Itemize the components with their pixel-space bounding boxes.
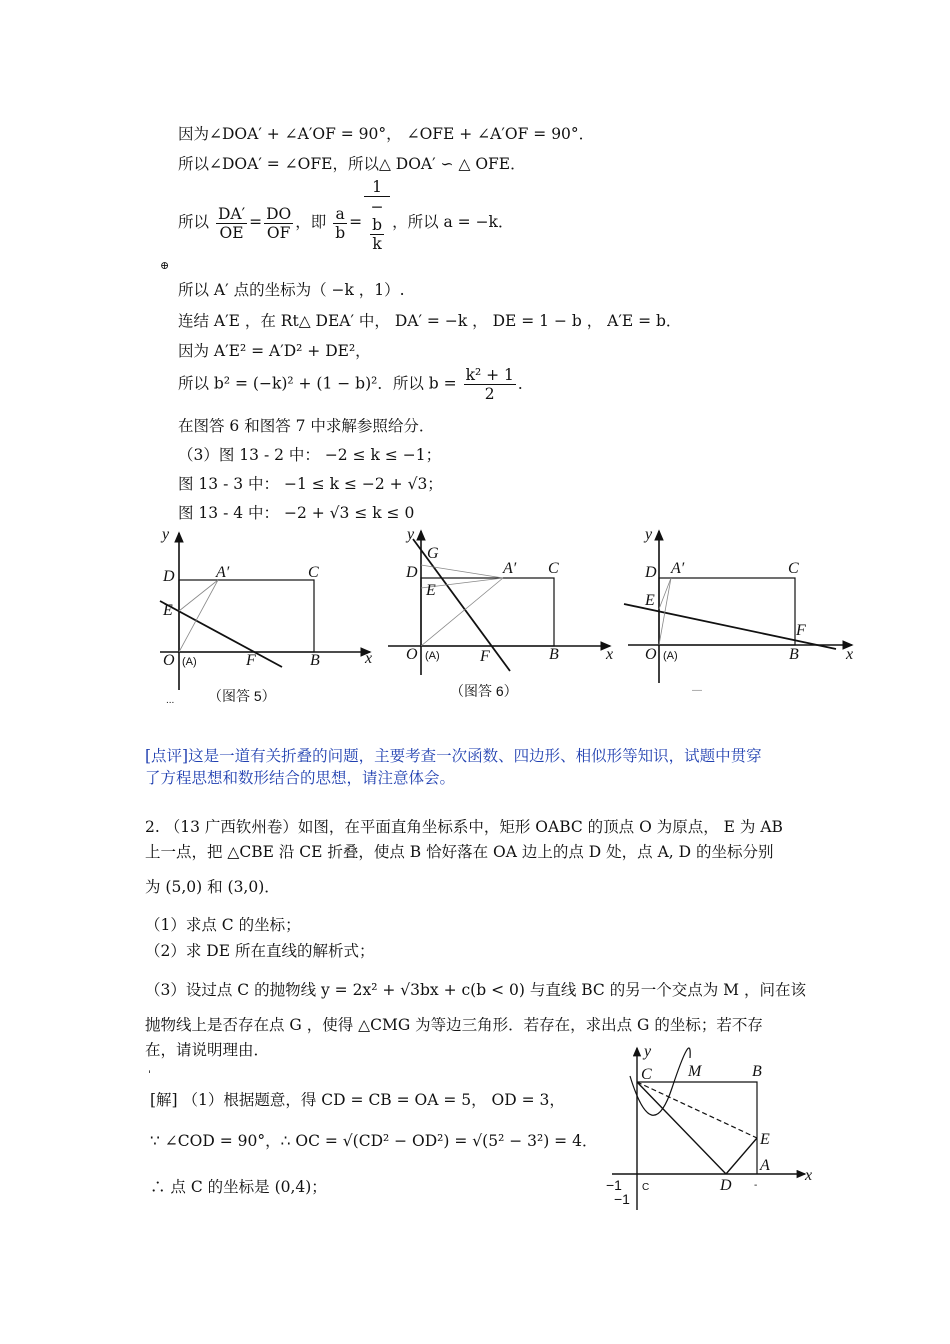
label-E: E bbox=[645, 592, 655, 609]
fraction bbox=[333, 205, 347, 242]
label-C2: C bbox=[642, 1182, 650, 1193]
label-B: B bbox=[789, 646, 799, 663]
dash: — bbox=[692, 685, 702, 696]
tick: ˈ bbox=[148, 1069, 152, 1082]
solution-line: 因为 A′E² = A′D² + DE²， bbox=[178, 342, 371, 360]
question-line: （3）设过点 C 的抛物线 y = 2x² + √3bx + c(b < 0) 与直线 BC 的另一个交点为 M ，问在该 bbox=[145, 981, 806, 999]
label-A: (A) bbox=[182, 656, 197, 668]
solution-line: （3）图 13 - 2 中： −2 ≤ k ≤ −1； bbox=[178, 446, 442, 464]
label-F: F bbox=[246, 652, 256, 669]
fraction bbox=[368, 216, 386, 253]
denominator bbox=[364, 197, 390, 253]
label-O: O bbox=[163, 652, 175, 669]
numerator: 1 bbox=[364, 178, 390, 197]
question-line: 在，请说明理由． bbox=[145, 1041, 270, 1059]
label-C: C bbox=[641, 1066, 652, 1083]
label-C: C bbox=[548, 560, 559, 577]
segment bbox=[179, 580, 218, 611]
solution-line: 所以∠DOA′ = ∠OFE，所以△ DOA′ ∽ △ OFE． bbox=[178, 155, 526, 173]
label-E: E bbox=[163, 602, 173, 619]
solution-line: 图 13 - 4 中： −2 + √3 ≤ k ≤ 0 bbox=[178, 504, 415, 522]
fraction bbox=[464, 366, 516, 403]
numerator: b bbox=[372, 216, 383, 234]
label-D: D bbox=[720, 1177, 732, 1194]
problem-line: 为 (5,0) 和 (3,0)． bbox=[145, 878, 280, 896]
rectangle bbox=[421, 578, 554, 646]
comment-line: [点评]这是一道有关折叠的问题，主要考查一次函数、四边形、相似形等知识，试题中贯穿 bbox=[145, 747, 762, 765]
solution-line: [解] （1）根据题意，得 CD = CB = OA = 5， OD = 3， bbox=[150, 1091, 565, 1109]
figure-7 bbox=[624, 526, 853, 696]
label-Aprime: A′ bbox=[503, 560, 517, 577]
label-O: O bbox=[645, 646, 657, 663]
label-neg1-y: −1 bbox=[614, 1191, 630, 1207]
mark: ⊕ bbox=[160, 259, 170, 272]
label-Aprime: A′ bbox=[671, 560, 685, 577]
solution-line: 图 13 - 3 中： −1 ≤ k ≤ −2 + √3； bbox=[178, 475, 443, 493]
numerator: DO bbox=[266, 204, 292, 223]
solution-fraction-line: 所以 $\frac{DA'}{OE}$ = $\frac{DO}{OF}$ ，即 $\frac{a}{b}$ = 1 − b k ，所以 a = −k． bbox=[178, 178, 514, 253]
question-line: （2）求 DE 所在直线的解析式； bbox=[145, 942, 375, 960]
label-B: B bbox=[752, 1063, 762, 1080]
segment bbox=[421, 565, 503, 578]
text: ． bbox=[517, 374, 534, 393]
denominator: 2 bbox=[484, 385, 495, 403]
solution-line: ∵ ∠COD = 90°，∴ OC = √(CD² − OD²) = √(5² − 3²) = 4． bbox=[150, 1132, 598, 1150]
figure-5 bbox=[160, 526, 372, 706]
label-G: G bbox=[427, 545, 439, 562]
fraction bbox=[364, 178, 390, 253]
comment-line: 了方程思想和数形结合的思想，请注意体会。 bbox=[145, 769, 456, 787]
dash: - bbox=[754, 1180, 758, 1191]
problem-line: 2. （13 广西钦州卷）如图，在平面直角坐标系中，矩形 OABC 的顶点 O 为原点， E 为 AB bbox=[145, 818, 783, 836]
label-neg1-x: −1 bbox=[606, 1177, 622, 1193]
text: ，所以 a = −k． bbox=[392, 213, 514, 231]
numerator: a bbox=[333, 205, 347, 224]
rectangle bbox=[179, 580, 314, 652]
segment bbox=[179, 580, 218, 652]
solution-line: 所以 A′ 点的坐标为（ −k ，1）. bbox=[178, 281, 405, 299]
label-B: B bbox=[549, 646, 559, 663]
label-x: x bbox=[805, 1167, 813, 1184]
figure-6 bbox=[388, 526, 613, 699]
dots: ... bbox=[166, 695, 175, 706]
solution-fraction-line bbox=[178, 366, 533, 403]
figures-row bbox=[130, 525, 870, 715]
label-A: (A) bbox=[663, 650, 678, 662]
label-E: E bbox=[426, 582, 436, 599]
problem-line: 上一点，把 △CBE 沿 CE 折叠，使点 B 恰好落在 OA 边上的点 D 处，点 A, D 的坐标分别 bbox=[145, 843, 774, 861]
segment-CE bbox=[637, 1082, 757, 1138]
text: 所以 bbox=[178, 213, 210, 231]
sign: − bbox=[370, 198, 384, 216]
label-y: y bbox=[645, 526, 653, 543]
denominator: b bbox=[335, 223, 346, 242]
label-y: y bbox=[162, 526, 170, 543]
label-E: E bbox=[760, 1131, 770, 1148]
segment-CD bbox=[637, 1082, 726, 1174]
numerator: DA′ bbox=[217, 204, 246, 223]
label-O: O bbox=[406, 646, 418, 663]
label-x: x bbox=[365, 650, 373, 667]
label-x: x bbox=[606, 646, 614, 663]
label-F: F bbox=[480, 648, 490, 665]
solution-line: 在图答 6 和图答 7 中求解参照给分． bbox=[178, 417, 435, 435]
label-x: x bbox=[846, 646, 854, 663]
label-D: D bbox=[163, 568, 175, 585]
numerator: k² + 1 bbox=[465, 366, 514, 384]
label-Aprime: A′ bbox=[216, 564, 230, 581]
fraction bbox=[264, 205, 293, 242]
rectangle bbox=[659, 578, 795, 645]
rectangle-sides bbox=[637, 1082, 757, 1174]
label-F: F bbox=[796, 622, 806, 639]
label-y: y bbox=[407, 526, 415, 543]
question-line: （1）求点 C 的坐标； bbox=[145, 916, 301, 934]
denominator: OF bbox=[266, 223, 291, 242]
text: 所以 b² = (−k)² + (1 − b)²．所以 b = bbox=[178, 374, 457, 393]
denominator: OE bbox=[219, 223, 244, 242]
label-D: D bbox=[645, 564, 657, 581]
label-C: C bbox=[788, 560, 799, 577]
segment-DE bbox=[726, 1138, 757, 1174]
label-B: B bbox=[310, 652, 320, 669]
figure-problem2 bbox=[600, 1040, 820, 1215]
label-A: A bbox=[760, 1157, 770, 1174]
label-C: C bbox=[308, 564, 319, 581]
caption-6: （图答 6） bbox=[450, 683, 518, 699]
label-A: (A) bbox=[425, 650, 440, 662]
denominator: k bbox=[372, 235, 382, 253]
segment bbox=[659, 578, 671, 609]
text: ，即 bbox=[295, 213, 327, 231]
label-D: D bbox=[406, 564, 418, 581]
label-M: M bbox=[688, 1063, 702, 1080]
solution-line: 因为∠DOA′ + ∠A′OF = 90°， ∠OFE + ∠A′OF = 90°． bbox=[178, 125, 595, 143]
caption-5: （图答 5） bbox=[208, 688, 276, 704]
solution-line: 连结 A′E ，在 Rt△ DEA′ 中， DA′ = −k ， DE = 1 − b ， A′E = b． bbox=[178, 312, 682, 330]
label-y: y bbox=[644, 1043, 652, 1060]
question-line: 抛物线上是否存在点 G ，使得 △CMG 为等边三角形．若存在，求出点 G 的坐标；若不存 bbox=[145, 1016, 763, 1034]
solution-line: ∴ 点 C 的坐标是 (0,4)； bbox=[150, 1178, 327, 1196]
fraction bbox=[216, 205, 247, 242]
